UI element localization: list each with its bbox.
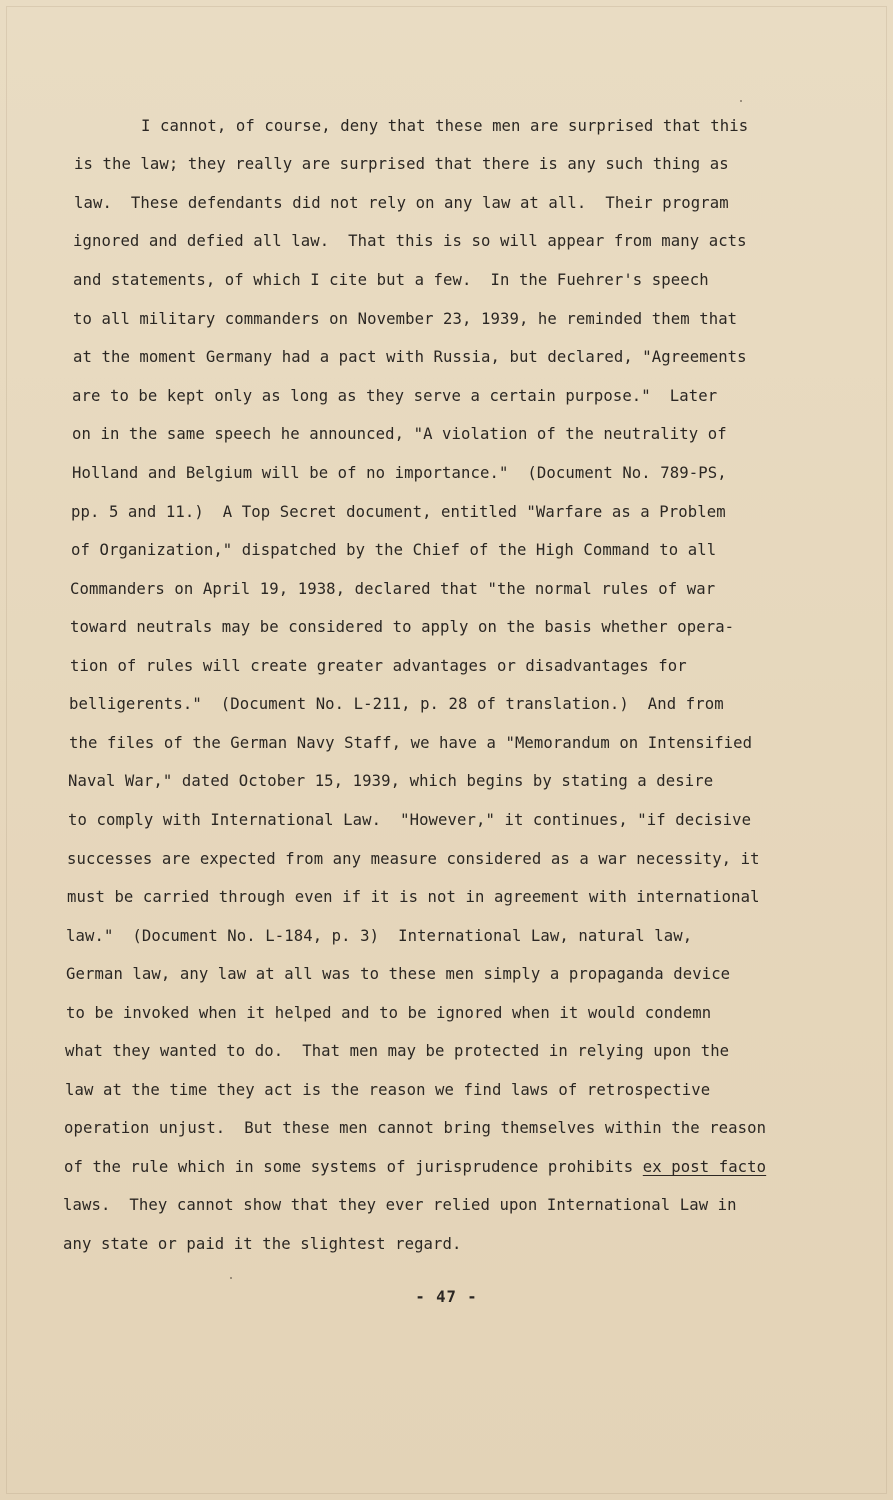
text-line-24: to be invoked when it helped and to be ignored when it would condemn bbox=[66, 1004, 712, 1022]
text-line-28 bbox=[64, 1157, 766, 1177]
text-line-8: are to be kept only as long as they serve a certain purpose." Later bbox=[72, 387, 718, 405]
text-line-4: ignored and defied all law. That this is so will appear from many acts bbox=[73, 232, 747, 250]
text-line-14: toward neutrals may be considered to apply on the basis whether opera- bbox=[70, 618, 735, 636]
text-line-22: law." (Document No. L-184, p. 3) International Law, natural law, bbox=[66, 927, 693, 945]
underlined-phrase: ex post facto bbox=[642, 1158, 767, 1176]
text-line-16: belligerents." (Document No. L-211, p. 28 of translation.) And from bbox=[69, 695, 724, 713]
text-line-27: operation unjust. But these men cannot bring themselves within the reason bbox=[64, 1119, 767, 1137]
page-number: - 47 - bbox=[415, 1288, 478, 1306]
text-line-9: on in the same speech he announced, "A violation of the neutrality of bbox=[72, 425, 727, 443]
text-line-29: laws. They cannot show that they ever relied upon International Law in bbox=[63, 1196, 737, 1214]
text-line-23: German law, any law at all was to these men simply a propaganda device bbox=[66, 965, 731, 983]
text-line-1: I cannot, of course, deny that these men are surprised that this bbox=[141, 117, 749, 135]
text-line-26: law at the time they act is the reason we find laws of retrospective bbox=[65, 1081, 711, 1099]
text-line-21: must be carried through even if it is not in agreement with international bbox=[67, 888, 760, 906]
text-line-3: law. These defendants did not rely on any law at all. Their program bbox=[74, 194, 729, 212]
text-line-30: any state or paid it the slightest regard. bbox=[63, 1235, 462, 1253]
text-line-10: Holland and Belgium will be of no importance." (Document No. 789-PS, bbox=[72, 464, 727, 482]
paper-speck bbox=[230, 1277, 232, 1279]
text-line-19: to comply with International Law. "However," it continues, "if decisive bbox=[68, 811, 752, 829]
paper-speck bbox=[740, 100, 742, 102]
text-line-11: pp. 5 and 11.) A Top Secret document, entitled "Warfare as a Problem bbox=[71, 503, 726, 521]
text-line-13: Commanders on April 19, 1938, declared that "the normal rules of war bbox=[70, 580, 716, 598]
text-line-17: the files of the German Navy Staff, we have a "Memorandum on Intensified bbox=[69, 734, 753, 752]
text-line-5: and statements, of which I cite but a few. In the Fuehrer's speech bbox=[73, 271, 709, 289]
text-line-20: successes are expected from any measure considered as a war necessity, it bbox=[67, 850, 760, 868]
text-line-28-lead: of the rule which in some systems of jurisprudence prohibits bbox=[64, 1158, 643, 1176]
text-line-6: to all military commanders on November 23, 1939, he reminded them that bbox=[73, 310, 738, 328]
text-line-2: is the law; they really are surprised that there is any such thing as bbox=[74, 155, 729, 173]
text-line-12: of Organization," dispatched by the Chief of the High Command to all bbox=[71, 541, 717, 559]
text-line-18: Naval War," dated October 15, 1939, which begins by stating a desire bbox=[68, 772, 714, 790]
text-line-7: at the moment Germany had a pact with Russia, but declared, "Agreements bbox=[73, 348, 747, 366]
text-line-25: what they wanted to do. That men may be protected in relying upon the bbox=[65, 1042, 730, 1060]
text-line-15: tion of rules will create greater advantages or disadvantages for bbox=[70, 657, 687, 675]
